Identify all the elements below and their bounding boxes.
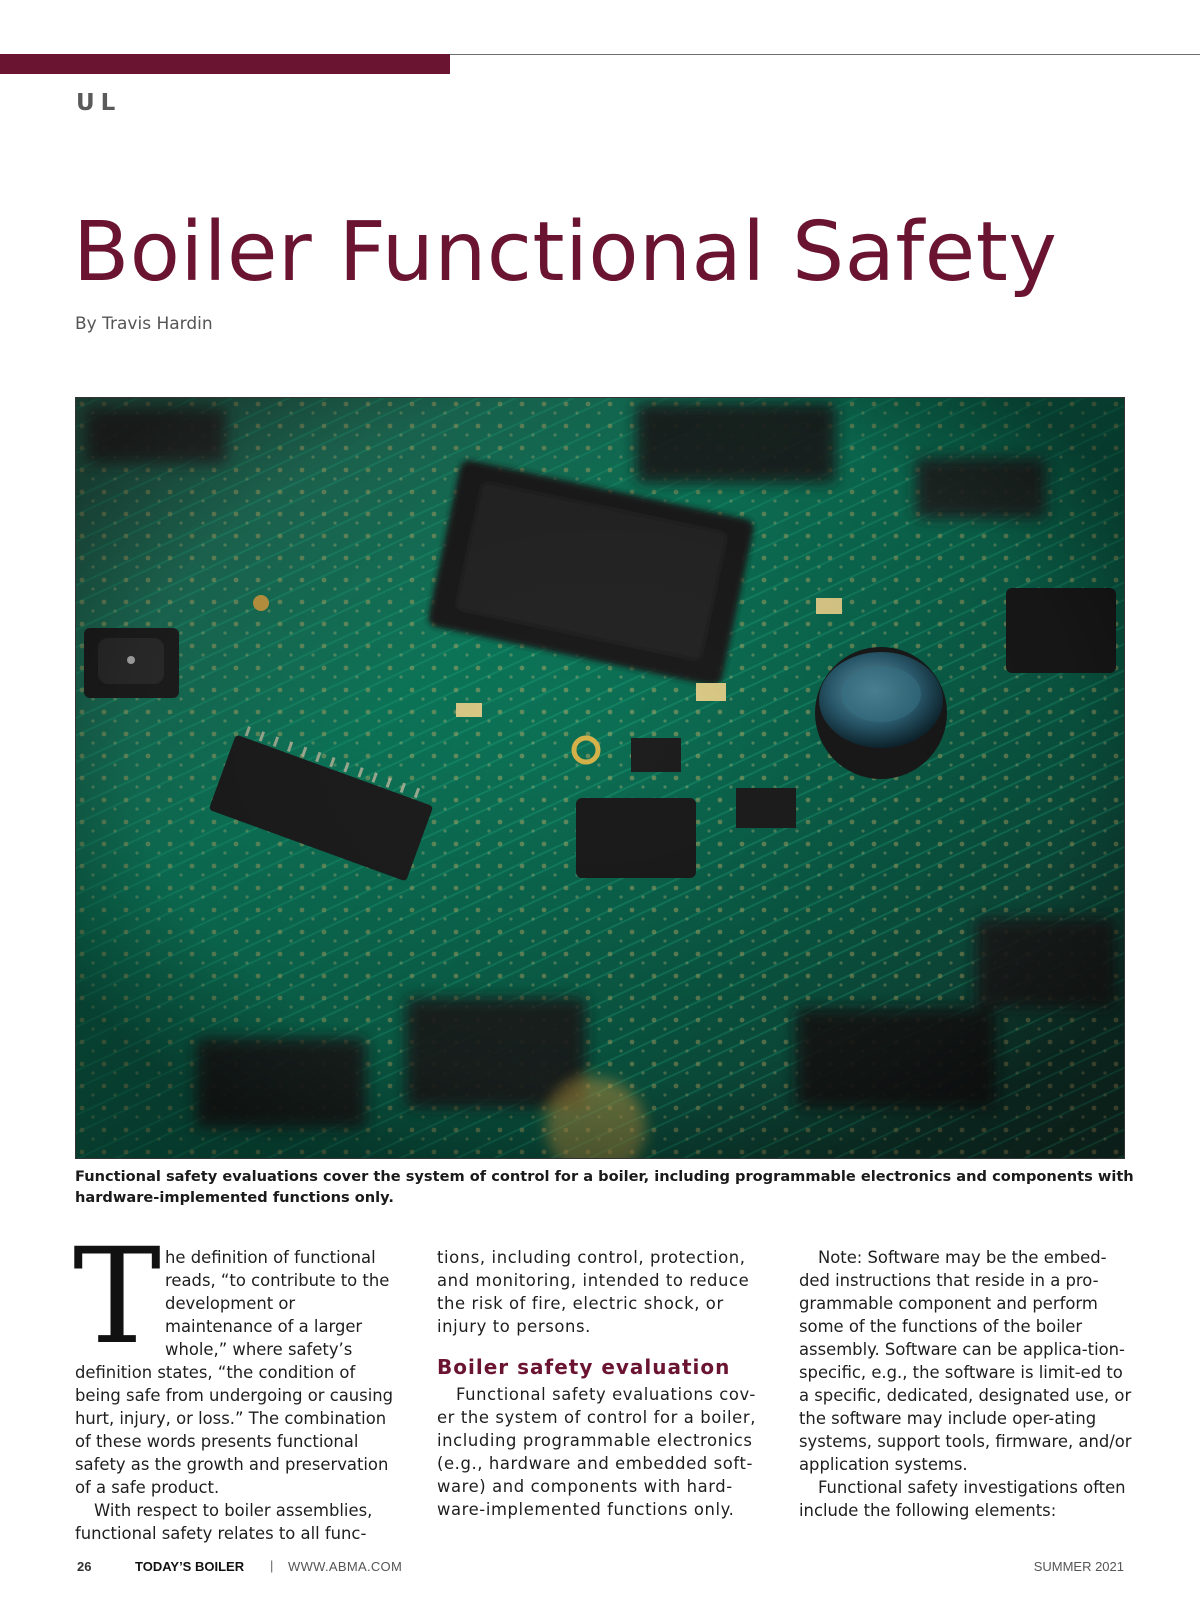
header-rule — [450, 54, 1200, 55]
paragraph — [73, 1220, 405, 1499]
article-title: Boiler Functional Safety — [73, 205, 1058, 300]
paragraph: Functional safety investigations often include the following elements: — [799, 1478, 1126, 1520]
section-tag: UL — [76, 90, 122, 116]
article-column-1 — [73, 1220, 405, 1545]
section-subhead: Boiler safety evaluation — [437, 1355, 731, 1379]
page-footer — [0, 1559, 1200, 1579]
page-number: 26 — [77, 1559, 92, 1574]
paragraph: tions, including control, protection, and monitoring, intended to reduce the risk of fire, electric shock, or injury to persons. — [437, 1248, 750, 1336]
article-column-2 — [437, 1246, 767, 1521]
paragraph: With respect to boiler assemblies, functional safety relates to all func- — [75, 1501, 373, 1543]
magazine-name: TODAY’S BOILER — [135, 1559, 245, 1574]
circuit-board-photo — [75, 397, 1125, 1159]
paragraph: Note: Software may be the embed-ded instructions that reside in a pro-grammable component and perform some of the functions of the boiler assembly. Software can be applica-tion-specific, e.g., the software is limit-ed to a specific, dedicated, designated use, or the software may include oper-ating systems, support tools, firmware, and/or application systems. — [799, 1248, 1132, 1474]
photo-caption: Functional safety evaluations cover the system of control for a boiler, including programmable electronics and components with hardware-implemented functions only. — [75, 1168, 1134, 1206]
header-accent-bar — [0, 54, 450, 74]
drop-cap: T — [73, 1220, 162, 1374]
circuit-board-illustration — [76, 398, 1125, 1159]
footer-separator: | — [270, 1558, 274, 1573]
website-link[interactable]: WWW.ABMA.COM — [288, 1559, 403, 1574]
paragraph: Functional safety evaluations cov-er the system of control for a boiler, including programmable electronics (e.g., hardware and embedded soft-ware) and components with hard-ware-implemented functions only. — [437, 1385, 757, 1519]
paragraph-text: he definition of functional reads, “to contribute to the development or maintenance of a larger whole,” where safety’s definition states, “the condition of being safe from undergoing or causing hurt, injury, or loss.” The combination of these words presents functional safety as the growth and preservation of a safe product. — [75, 1248, 394, 1497]
issue-date: SUMMER 2021 — [1033, 1559, 1124, 1574]
byline: By Travis Hardin — [75, 314, 213, 334]
article-column-3 — [799, 1246, 1134, 1522]
